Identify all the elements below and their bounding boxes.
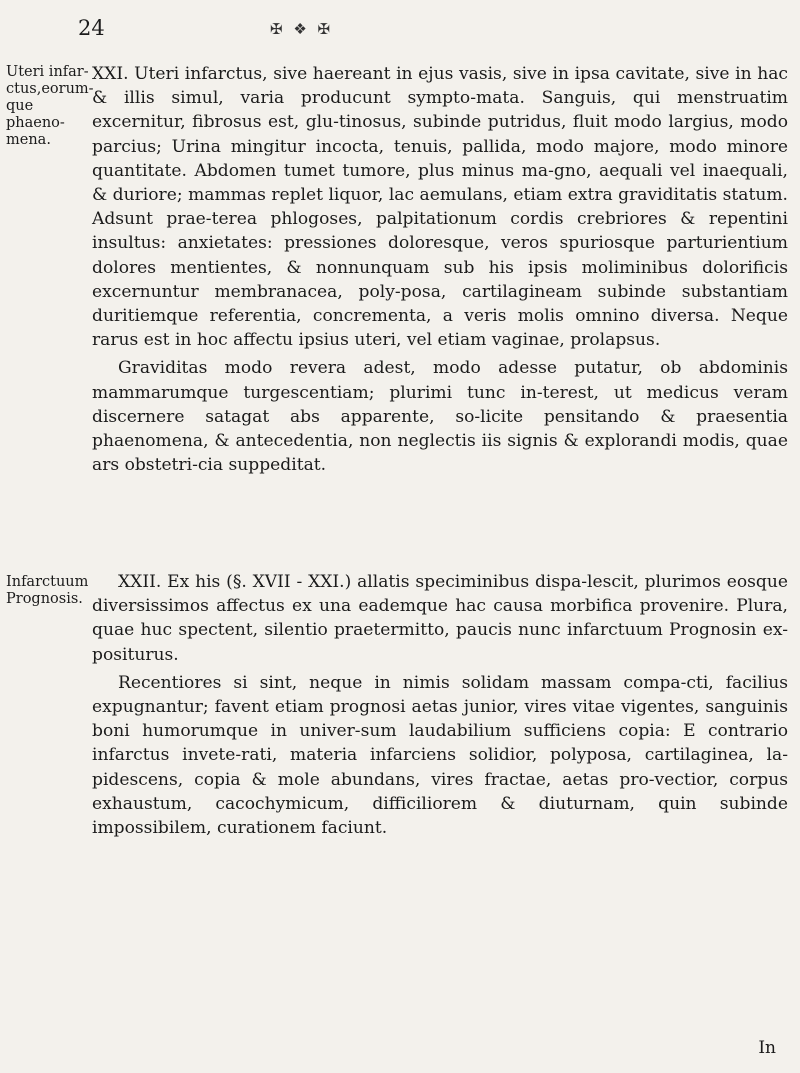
margin-note-prognosis: Infarctuum Prognosis.	[6, 574, 89, 607]
page-header	[0, 14, 800, 44]
paragraph-recentiores: Recentiores si sint, neque in nimis solidam massam compa-cti, facilius expugnantur; favent etiam prognosi aetas junior, vires vitae vigentes, sanguinis boni humorumque in univer-sum laudabilium sufficiens copia: E contrario infarctus invete-rati, materia infarciens solidior, polyposa, cartilaginea, la-pidescens, copia & mole abundans, vires fractae, aetas pro-vectior, corpus exhaustum, cacochymicum, difficiliorem & diuturnam, quin subinde impossibilem, curationem faciunt.	[92, 672, 788, 839]
paragraph-xxii: XXII. Ex his (§. XVII - XXI.) allatis speciminibus dispa-lescit, plurimos eosque diversissimos affectus ex una eademque hac causa morbifica provenire. Plura, quae huc spectent, silentio praetermitto, paucis nunc infarctuum Prognosin ex-positurus.	[92, 572, 788, 665]
section-xxi	[92, 62, 788, 477]
catchword: In	[758, 1038, 776, 1058]
paragraph-graviditas: Graviditas modo revera adest, modo adesse putatur, ob abdominis mammarumque turgescentiam; plurimi tunc in-terest, ut medicus veram discernere satagat abs apparente, so-licite pensitando & praesentia phaenomena, & antecedentia, non neglectis iis signis & explorandi modis, quae ars obstetri-cia suppeditat.	[92, 358, 788, 476]
section-xxii	[92, 570, 788, 840]
paragraph-xxi: XXI. Uteri infarctus, sive haereant in ejus vasis, sive in ipsa cavitate, sive in hac & illis simul, varia producunt sympto-mata. Sanguis, qui menstruatim excernitur, fibrosus est, glu-tinosus, subinde putridus, fluit modo largius, modo parcius; Urina mingitur incocta, tenuis, pallida, modo majore, modo minore quantitate. Abdomen tumet tumore, plus minus ma-gno, aequali vel inaequali, & duriore; mammas replet liquor, lac aemulans, etiam extra graviditatis statum. Adsunt prae-terea phlogoses, palpitationum cordis crebriores & repentini insultus: anxietates: pressiones doloresque, veros spuriosque parturientium dolores mentientes, & nonnunquam sub his ipsis moliminibus dolorificis excernuntur membranacea, poly-posa, cartilagineam subinde substantiam duritiemque referentia, concrementa, a veris molis omnino diversa. Neque rarus est in hoc affectu ipsius uteri, vel etiam vaginae, prolapsus.	[92, 64, 788, 351]
header-ornament: ✠ ❖ ✠	[270, 20, 334, 38]
margin-note-uteri-infarctus: Uteri infar-ctus,eorum-que phaeno-mena.	[6, 64, 94, 148]
page-number: 24	[78, 16, 105, 40]
